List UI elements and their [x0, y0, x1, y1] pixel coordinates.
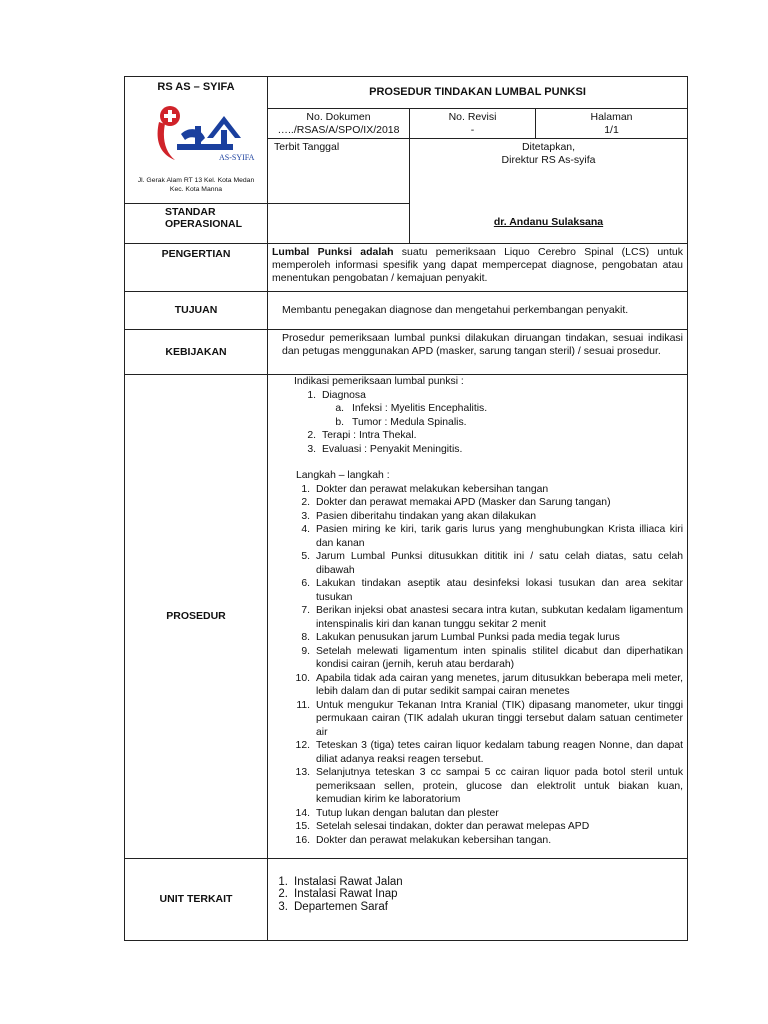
list-item: 1. Diagnosa a. Infeksi : Myelitis Encephalitis. b. Tumor : Medula Spinalis.	[294, 389, 683, 430]
hospital-address: Jl. Gerak Alam RT 13 Kel. Kota Medan Kec. Kota Manna	[137, 177, 255, 193]
list-item: 9. Setelah melewati ligamentum inten spinalis stilitel dicabut dan diperhatikan kondisi cairan (jernih, keruh atau berdarah)	[301, 645, 684, 670]
doc-number-cell	[268, 109, 410, 139]
sop-type-label: STANDAR OPERASIONAL	[125, 204, 268, 244]
pengertian-body: suatu pemeriksaan Liquo Cerebro Spinal (LCS) untuk memperoleh informasi spesifik yang dapat mempercepat diagnose, pengobatan atau menentukan pengobatan / kemajuan penyakit.	[272, 246, 684, 284]
list-item: a. Infeksi : Myelitis Encephalitis.	[335, 403, 488, 414]
doc-number-value: …../RSAS/A/SPO/IX/2018	[277, 124, 400, 136]
list-item: 13. Selanjutnya teteskan 3 cc sampai 5 cc cairan liquor pada botol steril untuk pemeriksaan sellen, protein, glucose dan elektrolit untuk biakan kuan, kemudian kirim ke laboratorium	[295, 767, 684, 805]
unit-list	[274, 876, 683, 914]
list-item: 5. Jarum Lumbal Punksi ditusukkan dititik ini / satu celah diatas, satu celah dibawah	[301, 551, 684, 576]
kebijakan-label: KEBIJAKAN	[125, 330, 268, 375]
indikasi-list	[294, 389, 683, 457]
indikasi-title: Indikasi pemeriksaan lumbal punksi :	[294, 376, 464, 387]
logo-text: AS-SYIFA	[219, 153, 255, 162]
list-item: 3. Departemen Saraf	[278, 900, 388, 913]
prosedur-label: PROSEDUR	[125, 375, 268, 859]
page-value: 1/1	[604, 124, 619, 136]
list-item: 10. Apabila tidak ada cairan yang menetes, jarum ditusukkan beberapa meli meter, lebih dalam dan di putar sedikit sampai cairan menetes	[295, 672, 684, 697]
as-syifa-logo-icon	[129, 94, 264, 176]
list-item: 16. Dokter dan perawat melakukan kebersihan tangan.	[295, 834, 552, 846]
list-item: 7. Berikan injeksi obat anastesi secara intra kutan, subkutan kedalam ligamentum intenspinalis kiri dan kanan tunggu sekitar 2 menit	[301, 605, 684, 630]
prosedur-content	[268, 375, 688, 859]
diagnosa-sublist	[322, 402, 683, 429]
list-item: 1. Dokter dan perawat melakukan kebersihan tangan	[301, 483, 549, 495]
kebijakan-text: Prosedur pemeriksaan lumbal punksi dilakukan diruangan tindakan, sesuai indikasi dan petugas menggunakan APD (masker, sarung tangan steril) / sesuai prosedur.	[268, 330, 688, 375]
list-item: 14. Tutup lukan dengan balutan dan plester	[295, 807, 499, 819]
approval-cell	[410, 139, 688, 244]
issued-date-label: Terbit Tanggal	[274, 141, 340, 153]
hospital-name: RS AS – SYIFA	[157, 81, 235, 93]
langkah-list	[288, 483, 683, 848]
hospital-identity-cell	[125, 77, 268, 204]
list-item: 12. Teteskan 3 (tiga) tetes cairan liquor kedalam tabung reagen Nonne, dan dapat diliat adanya reaksi reagen tersebut.	[295, 740, 684, 765]
document-title: PROSEDUR TINDAKAN LUMBAL PUNKSI	[268, 77, 688, 109]
list-item: 6. Lakukan tindakan aseptik atau desinfeksi lokasi tusukan dan area sekitar tusukan	[301, 578, 684, 603]
revision-cell	[410, 109, 536, 139]
page-label: Halaman	[590, 111, 633, 123]
langkah-title: Langkah – langkah :	[296, 470, 390, 481]
list-item: 3. Pasien diberitahu tindakan yang akan dilakukan	[301, 510, 537, 522]
pengertian-text	[268, 244, 688, 292]
list-item: 2. Instalasi Rawat Inap	[278, 888, 398, 901]
sop-document-table	[124, 76, 688, 941]
tujuan-label: TUJUAN	[125, 292, 268, 330]
list-item: 4. Pasien miring ke kiri, tarik garis lurus yang menghubungkan Krista illiaca kiri dan kanan	[301, 524, 684, 549]
blank-cell	[268, 204, 410, 244]
list-item: 3. Evaluasi : Penyakit Meningitis.	[307, 443, 463, 455]
revision-label: No. Revisi	[448, 111, 497, 123]
hospital-logo	[129, 94, 263, 176]
list-item: 8. Lakukan penusukan jarum Lumbal Punksi pada media tegak lurus	[301, 632, 620, 643]
signatory-name: dr. Andanu Sulaksana	[493, 216, 604, 228]
tujuan-text: Membantu penegakan diagnose dan mengetahui perkembangan penyakit.	[268, 292, 688, 330]
pengertian-label: PENGERTIAN	[125, 244, 268, 292]
list-item: 2. Terapi : Intra Thekal.	[307, 430, 417, 441]
list-item: 2. Dokter dan perawat memakai APD (Masker dan Sarung tangan)	[301, 497, 611, 508]
approved-label: Ditetapkan,	[521, 141, 576, 153]
unit-terkait-content	[268, 859, 688, 941]
page-cell	[536, 109, 688, 139]
unit-terkait-label: UNIT TERKAIT	[125, 859, 268, 941]
doc-number-label: No. Dokumen	[306, 111, 371, 123]
list-item: b. Tumor : Medula Spinalis.	[335, 416, 467, 428]
revision-value: -	[470, 124, 475, 136]
list-item: 11. Untuk mengukur Tekanan Intra Kranial (TIK) dipasang manometer, ukur tinggi permukaan cairan (TIK adalah ukuran tinggi tersebut dalam satuan centimeter air	[296, 699, 684, 738]
list-item: 15. Setelah selesai tindakan, dokter dan perawat melepas APD	[295, 821, 590, 832]
pengertian-lead: Lumbal Punksi adalah	[272, 246, 394, 258]
approved-by: Direktur RS As-syifa	[501, 154, 596, 166]
list-item: 1. Instalasi Rawat Jalan	[278, 875, 403, 888]
issued-date-cell	[268, 139, 410, 204]
